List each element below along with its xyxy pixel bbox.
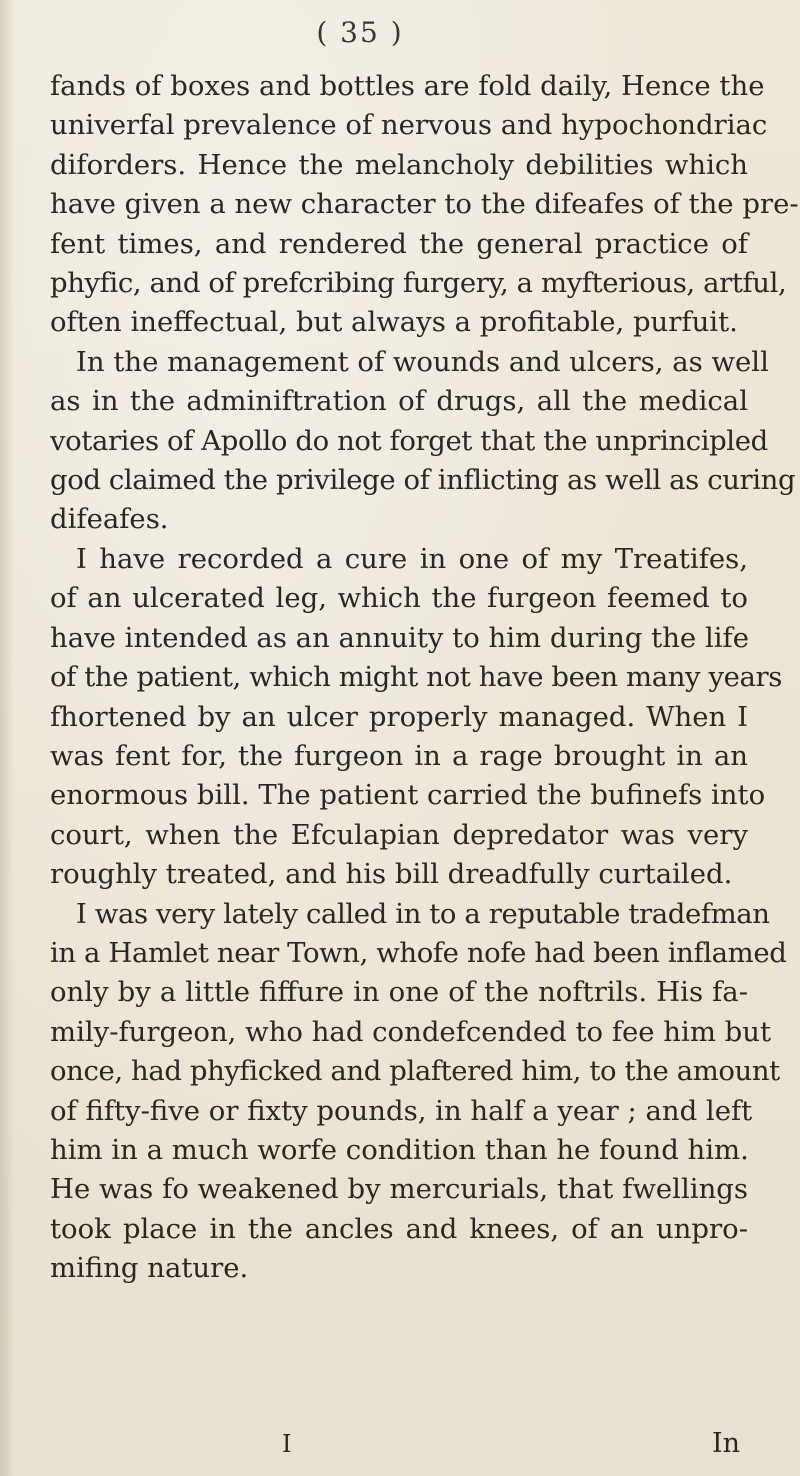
text-line: fent times, and rendered the general practice of (50, 227, 748, 260)
text-line: enormous bill. The patient carried the bufinefs into (50, 779, 766, 812)
text-line: have given a new character to the difeafes of the pre- (50, 188, 799, 221)
text-line: difeafes. (50, 503, 169, 536)
text-line: votaries of Apollo do not forget that the unprincipled (50, 424, 768, 457)
text-line: fands of boxes and bottles are fold daily, Hence the (50, 70, 765, 102)
text-line: univerfal prevalence of nervous and hypochondriac (50, 109, 768, 142)
text-line: god claimed the privilege of inflicting as well as curing (50, 464, 796, 497)
text-line: mily-furgeon, who had condefcended to fee him but (50, 1015, 772, 1048)
text-line: phyfic, and of prefcribing furgery, a myfterious, artful, (50, 267, 787, 300)
text-line: diforders. Hence the melancholy debilities which (50, 148, 748, 181)
catchword: In (712, 1428, 741, 1459)
body-text (50, 67, 799, 1289)
text-line: He was fo weakened by mercurials, that fwellings (50, 1173, 748, 1206)
text-line: roughly treated, and his bill dreadfully curtailed. (50, 858, 733, 891)
text-line: in a Hamlet near Town, whofe nofe had been inflamed (50, 936, 787, 969)
page-number: ( 35 ) (316, 16, 404, 49)
text-line: only by a little fiffure in one of the noftrils. His fa- (50, 976, 748, 1009)
text-line: him in a much worfe condition than he found him. (50, 1133, 749, 1166)
text-line: once, had phyficked and plaftered him, to the amount (50, 1055, 780, 1088)
text-line: court, when the Efculapian depredator was very (50, 818, 748, 851)
text-line: fhortened by an ulcer properly managed. When I (50, 700, 748, 733)
paragraph-start: I was very lately called in to a reputable tradefman (76, 897, 770, 930)
text-line: mifing nature. (50, 1252, 249, 1285)
text-line: often ineffectual, but always a profitable, purfuit. (50, 306, 738, 339)
paragraph-start: In the management of wounds and ulcers, as well (76, 345, 769, 378)
text-line: of an ulcerated leg, which the furgeon feemed to (50, 582, 748, 615)
text-line: took place in the ancles and knees, of an unpro- (50, 1212, 748, 1245)
text-line: have intended as an annuity to him during the life (50, 621, 749, 654)
binding-shadow (0, 0, 14, 1476)
paragraph-start: I have recorded a cure in one of my Treatifes, (76, 542, 748, 575)
text-line: was fent for, the furgeon in a rage brought in an (50, 739, 748, 772)
text-line: of the patient, which might not have been many years (50, 661, 782, 694)
text-line: of fifty-five or fixty pounds, in half a year ; and left (50, 1094, 753, 1127)
text-line: as in the adminiftration of drugs, all the medical (50, 385, 748, 418)
signature-mark: I (282, 1430, 292, 1458)
